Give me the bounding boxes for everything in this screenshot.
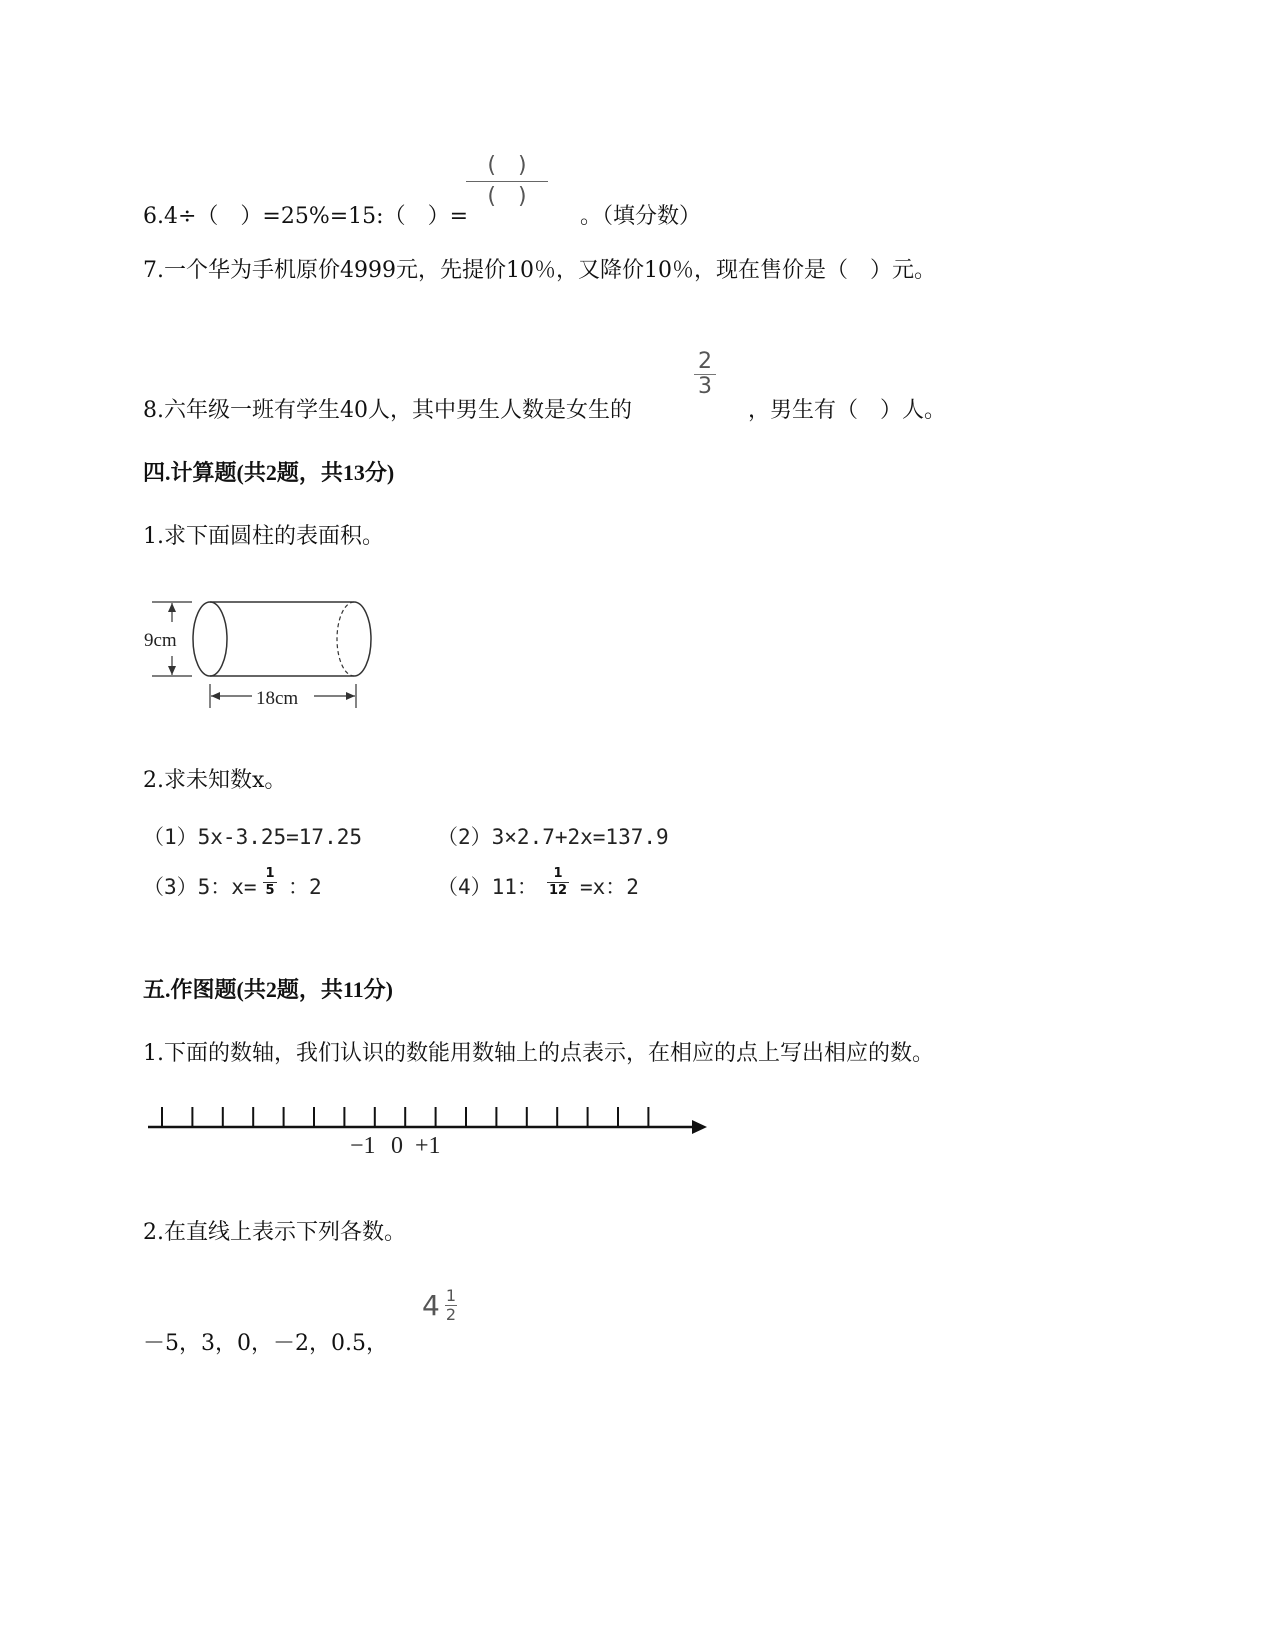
number-line-label-zero: 0 — [391, 1133, 403, 1159]
equation-4-before: （4）11： — [437, 875, 538, 899]
number-line-label-plus-one: +1 — [415, 1133, 441, 1159]
section-4-question-1: 1.求下面圆柱的表面积。 — [143, 524, 384, 549]
fraction-numerator: 1 — [553, 866, 563, 881]
fraction-denominator: 2 — [445, 1305, 457, 1324]
equation-3-after: ：2 — [288, 875, 322, 899]
section-4-heading: 四.计算题(共2题，共13分) — [143, 460, 395, 485]
question-6-fraction — [466, 153, 548, 210]
section-4-question-2: 2.求未知数x。 — [143, 768, 287, 793]
height-arrowhead-down — [168, 666, 176, 675]
mixed-number — [422, 1287, 457, 1324]
equation-2: （2）3×2.7+2x=137.9 — [437, 825, 669, 849]
number-line — [140, 1095, 720, 1165]
length-label: 18cm — [256, 688, 299, 709]
cylinder-back-face-visible — [354, 602, 371, 676]
cylinder-back-face-hidden — [337, 602, 354, 676]
equation-4-fraction — [547, 866, 569, 899]
number-line-label-minus-one: −1 — [350, 1133, 376, 1159]
question-6-text: 6.4÷（ ）=25%=15:（ ）= — [143, 204, 469, 229]
height-label: 9cm — [144, 630, 177, 651]
fraction-numerator: 2 — [698, 349, 712, 374]
fraction-denominator: 5 — [265, 883, 275, 898]
equation-3 — [143, 871, 257, 901]
fraction-bar — [466, 181, 548, 182]
number-line-ticks — [162, 1107, 648, 1127]
fraction-numerator: ( ) — [487, 153, 527, 178]
cylinder-front-face — [193, 602, 227, 676]
equation-3-fraction — [263, 866, 277, 899]
equation-3-before: （3）5：x= — [143, 875, 257, 899]
section-5-question-2: 2.在直线上表示下列各数。 — [143, 1220, 406, 1245]
cylinder-diagram — [140, 588, 390, 718]
number-list: －5，3，0，－2，0.5， — [143, 1331, 388, 1356]
fraction-denominator: 12 — [548, 883, 568, 898]
question-8-before: 8.六年级一班有学生40人，其中男生人数是女生的 — [143, 398, 632, 423]
fraction-numerator: 1 — [265, 866, 275, 881]
question-6 — [143, 199, 468, 230]
fraction-numerator: 1 — [445, 1286, 457, 1305]
mixed-number-whole: 4 — [422, 1289, 440, 1322]
question-8-after: ，男生有（ ）人。 — [748, 398, 947, 423]
section-5-question-1: 1.下面的数轴，我们认识的数能用数轴上的点表示，在相应的点上写出相应的数。 — [143, 1041, 934, 1066]
length-arrowhead-left — [211, 692, 220, 700]
fraction-denominator: 3 — [698, 374, 712, 399]
question-6-tail: 。（填分数） — [580, 204, 702, 229]
fraction-denominator: ( ) — [487, 184, 527, 209]
height-arrowhead-up — [168, 603, 176, 612]
equation-4-after: =x：2 — [580, 875, 639, 899]
question-7: 7.一个华为手机原价4999元，先提价10％，又降价10％，现在售价是（ ）元。 — [143, 258, 936, 283]
equation-1: （1）5x-3.25=17.25 — [143, 825, 363, 849]
mixed-number-fraction — [445, 1287, 457, 1324]
section-5-heading: 五.作图题(共2题，共11分) — [143, 977, 393, 1002]
question-8-fraction — [694, 350, 716, 399]
equation-4 — [437, 871, 538, 901]
number-line-arrowhead — [692, 1120, 707, 1134]
length-arrowhead-right — [346, 692, 355, 700]
